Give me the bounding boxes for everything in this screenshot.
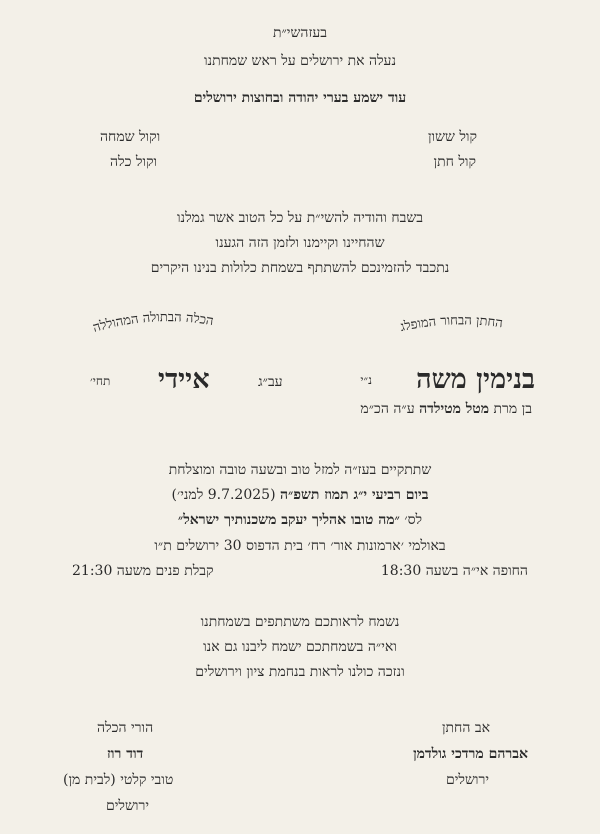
groom-mother-line bbox=[360, 400, 532, 418]
groom-city: ירושלים bbox=[446, 772, 489, 788]
civil-date: (9.7.2025 למני׳) bbox=[171, 487, 276, 503]
venue-line: באולמי ׳ארמונות אור׳ רח׳ בית הדפוס 30 ירושלים ת״ו bbox=[154, 538, 446, 554]
bride-title: הכלה הבתולה המהוללה bbox=[91, 310, 215, 336]
hebrew-date: ביום רביעי י״ג תמוז תשפ״ה bbox=[279, 487, 429, 503]
groom-title: החתן הבחור המופלג bbox=[398, 313, 504, 336]
voice-kallah: וקול כלה bbox=[110, 154, 158, 170]
verse-text: ״מה טובו אהליך יעקב משכנותיך ישראל״ bbox=[177, 512, 400, 528]
svg-text:החתן הבחור המופלג bbox=[399, 313, 504, 335]
connector-text: עב״ג bbox=[258, 374, 283, 390]
groom-parent-label: אב החתן bbox=[441, 720, 490, 736]
bride-parents-label: הורי הכלה bbox=[97, 720, 154, 736]
bride-father-name: דוד רוז bbox=[107, 746, 144, 762]
second-verse: עוד ישמע בערי יהודה ובחוצות ירושלים bbox=[193, 90, 407, 106]
praise-line-2: שהחיינו וקיימנו ולזמן הזה הגענו bbox=[215, 235, 385, 251]
svg-text:הכלה הבתולה המהוללה bbox=[91, 310, 214, 336]
groom-name: בנימין משה bbox=[416, 364, 535, 395]
groom-father-name: אברהם מרדכי גולדמן bbox=[413, 746, 528, 762]
invitation-line: נתכבד להזמינכם להשתתף בשמחת כלולות בנינו היקרים bbox=[150, 260, 450, 276]
reception-time: קבלת פנים משעה 21:30 bbox=[72, 563, 214, 579]
closing-line-2: ואי״ה בשמחתכם ישמח ליבנו גם אנו bbox=[203, 639, 397, 655]
mother-suffix: ע״ה הכ״מ bbox=[360, 401, 415, 417]
verse-prefix: לס׳ bbox=[404, 512, 423, 528]
bride-mother-name: טובי קלטי (לבית מן) bbox=[63, 772, 174, 788]
groom-suffix: נ״י bbox=[360, 373, 372, 387]
bride-city: ירושלים bbox=[106, 798, 149, 814]
mother-prefix: בן מרת bbox=[493, 401, 532, 417]
voice-simcha: וקול שמחה bbox=[100, 129, 161, 145]
closing-line-1: נשמח לראותכם משתתפים בשמחתנו bbox=[200, 614, 400, 630]
bsd-heading: בעזהשי״ת bbox=[272, 25, 328, 41]
mother-name: מטל מטילדה bbox=[419, 401, 490, 417]
groom-title-arc bbox=[350, 290, 550, 350]
bride-suffix: תחי׳ bbox=[90, 374, 111, 388]
praise-line-1: בשבח והודיה להשי״ת על כל הטוב אשר גמלנו bbox=[176, 210, 424, 226]
voice-sasson: קול ששון bbox=[427, 129, 477, 145]
opening-verse: נעלה את ירושלים על ראש שמחתנו bbox=[203, 53, 397, 69]
chuppah-time: החופה אי״ה בשעה 18:30 bbox=[380, 563, 528, 579]
event-line: שתתקיים בעז״ה למזל טוב ובשעה טובה ומוצלחת bbox=[168, 462, 432, 478]
verse-line bbox=[0, 511, 600, 529]
voice-chatan: קול חתן bbox=[433, 154, 476, 170]
event-date-line bbox=[0, 486, 600, 504]
closing-line-3: ונזכה כולנו לראות בנחמת ציון וירושלים bbox=[195, 664, 405, 680]
bride-name: איידי bbox=[158, 364, 210, 395]
bride-title-arc bbox=[55, 290, 255, 350]
